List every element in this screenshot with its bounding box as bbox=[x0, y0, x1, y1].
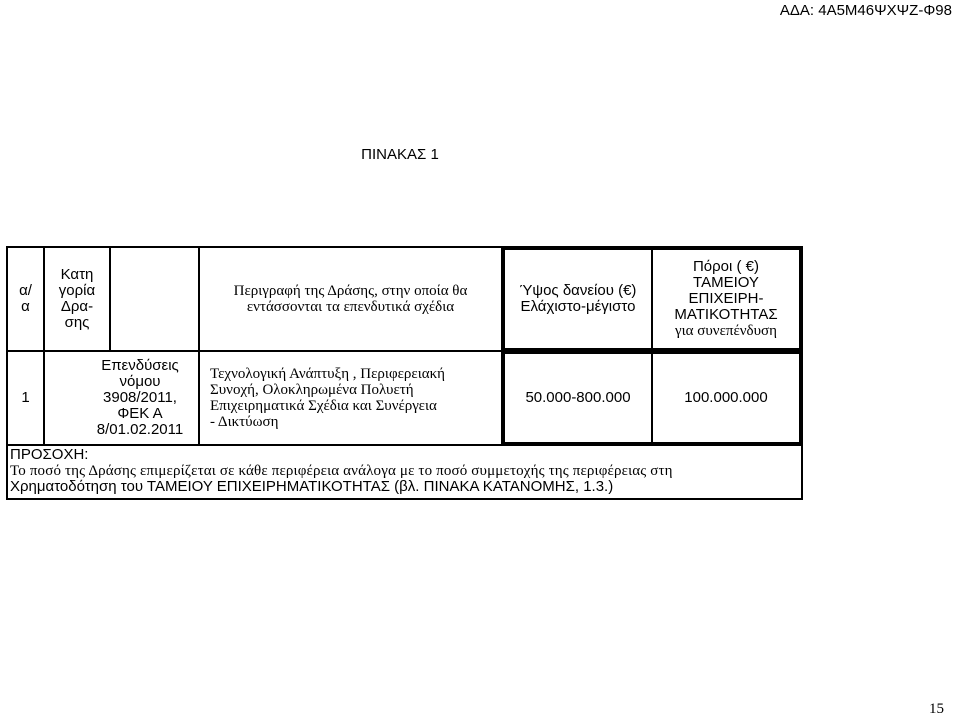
table-title: ΠΙΝΑΚΑΣ 1 bbox=[361, 146, 439, 163]
row-category-line: νόμου bbox=[119, 373, 161, 390]
header-aa-line: α/ bbox=[19, 282, 32, 299]
header-empty-cell bbox=[110, 247, 199, 351]
header-fund bbox=[652, 249, 800, 349]
header-category-line: Κατη bbox=[60, 266, 94, 283]
header-fund-line: ΕΠΙΧΕΙΡΗ- bbox=[688, 290, 764, 307]
row-amounts bbox=[502, 351, 802, 445]
row-loan-amount: 50.000-800.000 bbox=[504, 353, 652, 443]
header-fund-line: για συνεπένδυση bbox=[675, 323, 777, 339]
row-description-line: - Δικτύωση bbox=[210, 414, 279, 430]
page-number: 15 bbox=[929, 701, 944, 717]
header-fund-line: ΜΑΤΙΚΟΤΗΤΑΣ bbox=[674, 306, 778, 323]
note-cell bbox=[7, 445, 802, 499]
ada-code: ΑΔΑ: 4Α5Μ46ΨΧΨΖ-Φ98 bbox=[779, 2, 952, 19]
header-description bbox=[199, 247, 502, 351]
header-aa bbox=[7, 247, 44, 351]
note-row bbox=[7, 445, 802, 499]
header-loan-line: Ύψος δανείου (€) bbox=[519, 282, 637, 299]
header-fund-line: Πόροι ( €) bbox=[692, 258, 760, 275]
header-description-line: εντάσσονται τα επενδυτικά σχέδια bbox=[246, 299, 455, 315]
header-category-line: Δρα- bbox=[60, 298, 94, 315]
row-category-line: ΦΕΚ Α bbox=[117, 405, 163, 422]
note-line-1: Το ποσό της Δράσης επιμερίζεται σε κάθε περιφέρεια ανάλογα με το ποσό συμμετοχής της περιφέρειας στη bbox=[10, 463, 673, 479]
row-description-line: Συνοχή, Ολοκληρωμένα Πολυετή bbox=[210, 382, 414, 398]
row-category bbox=[44, 351, 199, 445]
row-category-line: 8/01.02.2011 bbox=[96, 421, 184, 438]
header-aa-line: α bbox=[21, 298, 30, 315]
table-header-row bbox=[7, 247, 802, 351]
header-category-line: σης bbox=[64, 314, 90, 331]
row-category-line: 3908/2011, bbox=[103, 389, 177, 406]
row-number: 1 bbox=[7, 351, 44, 445]
row-description-line: Επιχειρηματικά Σχέδια και Συνέργεια bbox=[210, 398, 437, 414]
table-row bbox=[7, 351, 802, 445]
header-fund-line: ΤΑΜΕΙΟΥ bbox=[693, 274, 759, 291]
header-loan bbox=[504, 249, 652, 349]
header-loan-line: Ελάχιστο-μέγιστο bbox=[520, 298, 636, 315]
note-title: ΠΡΟΣΟΧΗ: bbox=[10, 446, 89, 463]
header-category bbox=[44, 247, 110, 351]
funding-table bbox=[6, 246, 803, 500]
row-description bbox=[199, 351, 502, 445]
row-fund-amount: 100.000.000 bbox=[652, 353, 800, 443]
row-category-line: Επενδύσεις bbox=[101, 357, 179, 374]
header-amounts bbox=[502, 247, 802, 351]
header-category-line: γορία bbox=[58, 282, 96, 299]
row-description-line: Τεχνολογική Ανάπτυξη , Περιφερειακή bbox=[210, 366, 445, 382]
note-line-2: Χρηματοδότηση του ΤΑΜΕΙΟΥ ΕΠΙΧΕΙΡΗΜΑΤΙΚΟΤΗΤΑΣ (βλ. ΠΙΝΑΚΑ ΚΑΤΑΝΟΜΗΣ, 1.3.) bbox=[10, 478, 614, 495]
header-description-line: Περιγραφή της Δράσης, στην οποία θα bbox=[233, 283, 468, 299]
